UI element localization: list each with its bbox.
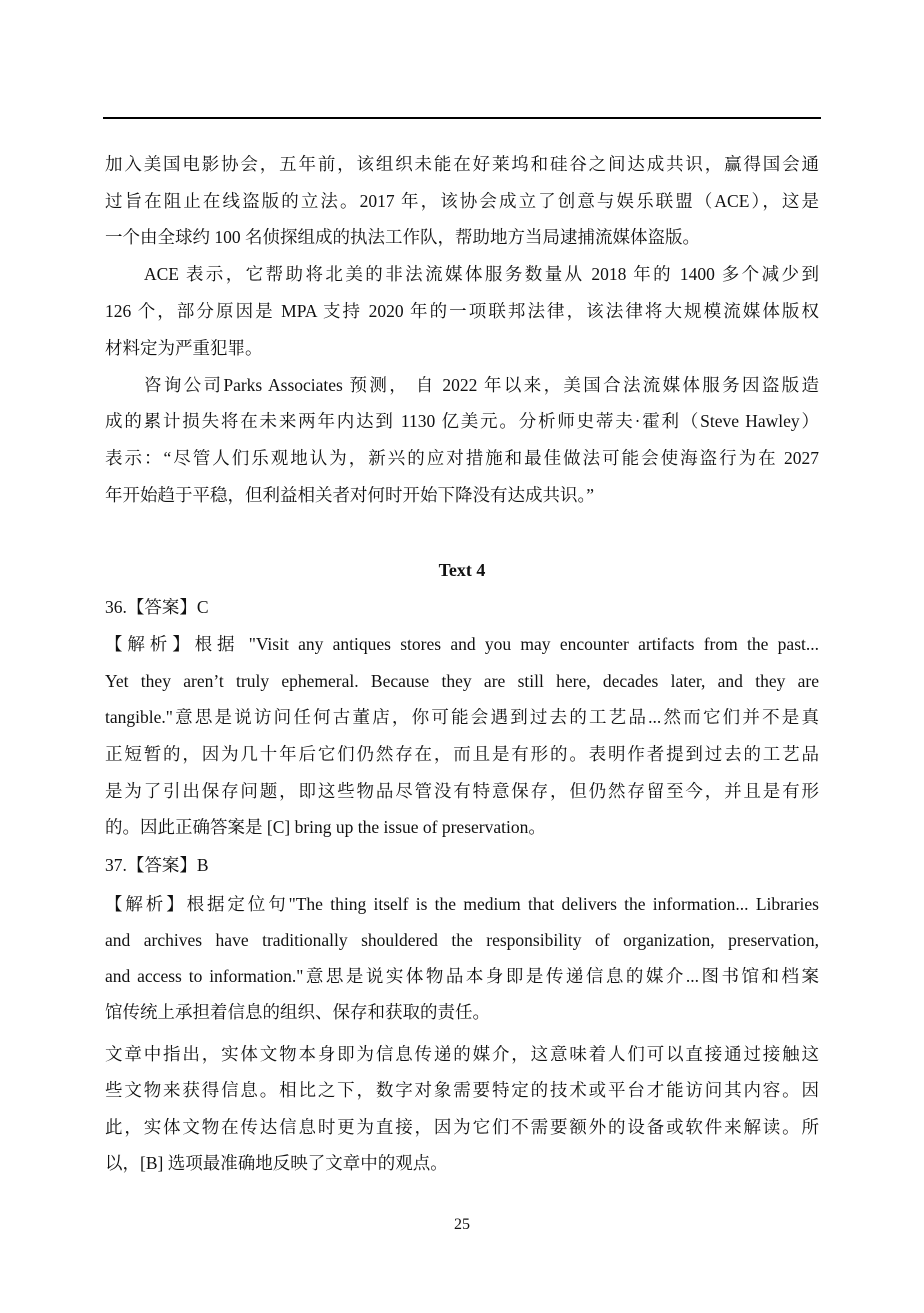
text-line: 表示：“尽管人们乐观地认为，新兴的应对措施和最佳做法可能会使海盗行为在 2027 <box>105 448 819 468</box>
answer-line: 36.【答案】C <box>105 597 209 617</box>
text-line: 成的累计损失将在未来两年内达到 1130 亿美元。分析师史蒂夫·霍利（Steve Hawley） <box>105 411 819 431</box>
analysis-line: 是为了引出保存问题，即这些物品尽管没有特意保存，但仍然存留至今，并且是有形 <box>105 781 819 801</box>
analysis-line: tangible."意思是说访问任何古董店，你可能会遇到过去的工艺品...然而它们并不是真 <box>105 707 819 727</box>
text-line: 材料定为严重犯罪。 <box>105 338 263 358</box>
text-line: 一个由全球约 100 名侦探组成的执法工作队，帮助地方当局逮捕流媒体盗版。 <box>105 227 700 247</box>
analysis-line: 些文物来获得信息。相比之下，数字对象需要特定的技术或平台才能访问其内容。因 <box>105 1080 819 1100</box>
analysis-line: and archives have traditionally shouldered the responsibility of organization, preservation, <box>105 930 819 950</box>
text-line: 咨询公司Parks Associates 预测， 自 2022 年以来，美国合法流媒体服务因盗版造 <box>144 375 819 395</box>
analysis-line: 正短暂的，因为几十年后它们仍然存在，而且是有形的。表明作者提到过去的工艺品 <box>105 744 819 764</box>
text-line: 126 个，部分原因是 MPA 支持 2020 年的一项联邦法律，该法律将大规模流媒体版权 <box>105 301 819 321</box>
analysis-line: 的。因此正确答案是 [C] bring up the issue of preservation。 <box>105 817 546 837</box>
text-line: 过旨在阻止在线盗版的立法。2017 年，该协会成立了创意与娱乐联盟（ACE），这是 <box>105 191 819 211</box>
analysis-line: 【解析】根据 "Visit any antiques stores and you may encounter artifacts from the past... <box>105 634 819 654</box>
analysis-line: 【解析】根据定位句"The thing itself is the medium that delivers the information... Libraries <box>105 894 819 914</box>
analysis-line: Yet they aren’t truly ephemeral. Because they are still here, decades later, and they are <box>105 671 819 691</box>
analysis-line: and access to information."意思是说实体物品本身即是传递信息的媒介...图书馆和档案 <box>105 966 819 986</box>
answer-line: 37.【答案】B <box>105 855 209 875</box>
text-line: 加入美国电影协会，五年前，该组织未能在好莱坞和硅谷之间达成共识，赢得国会通 <box>105 154 819 174</box>
analysis-line: 文章中指出，实体文物本身即为信息传递的媒介，这意味着人们可以直接通过接触这 <box>105 1044 819 1064</box>
text-line: ACE 表示，它帮助将北美的非法流媒体服务数量从 2018 年的 1400 多个减少到 <box>144 264 819 284</box>
analysis-line: 以，[B] 选项最准确地反映了文章中的观点。 <box>105 1153 448 1173</box>
section-title: Text 4 <box>438 560 486 580</box>
header-rule <box>103 117 821 119</box>
analysis-line: 馆传统上承担着信息的组织、保存和获取的责任。 <box>105 1002 490 1022</box>
analysis-line: 此，实体文物在传达信息时更为直接，因为它们不需要额外的设备或软件来解读。所 <box>105 1117 819 1137</box>
page-number: 25 <box>454 1216 470 1233</box>
text-line: 年开始趋于平稳，但利益相关者对何时开始下降没有达成共识。” <box>105 485 595 505</box>
